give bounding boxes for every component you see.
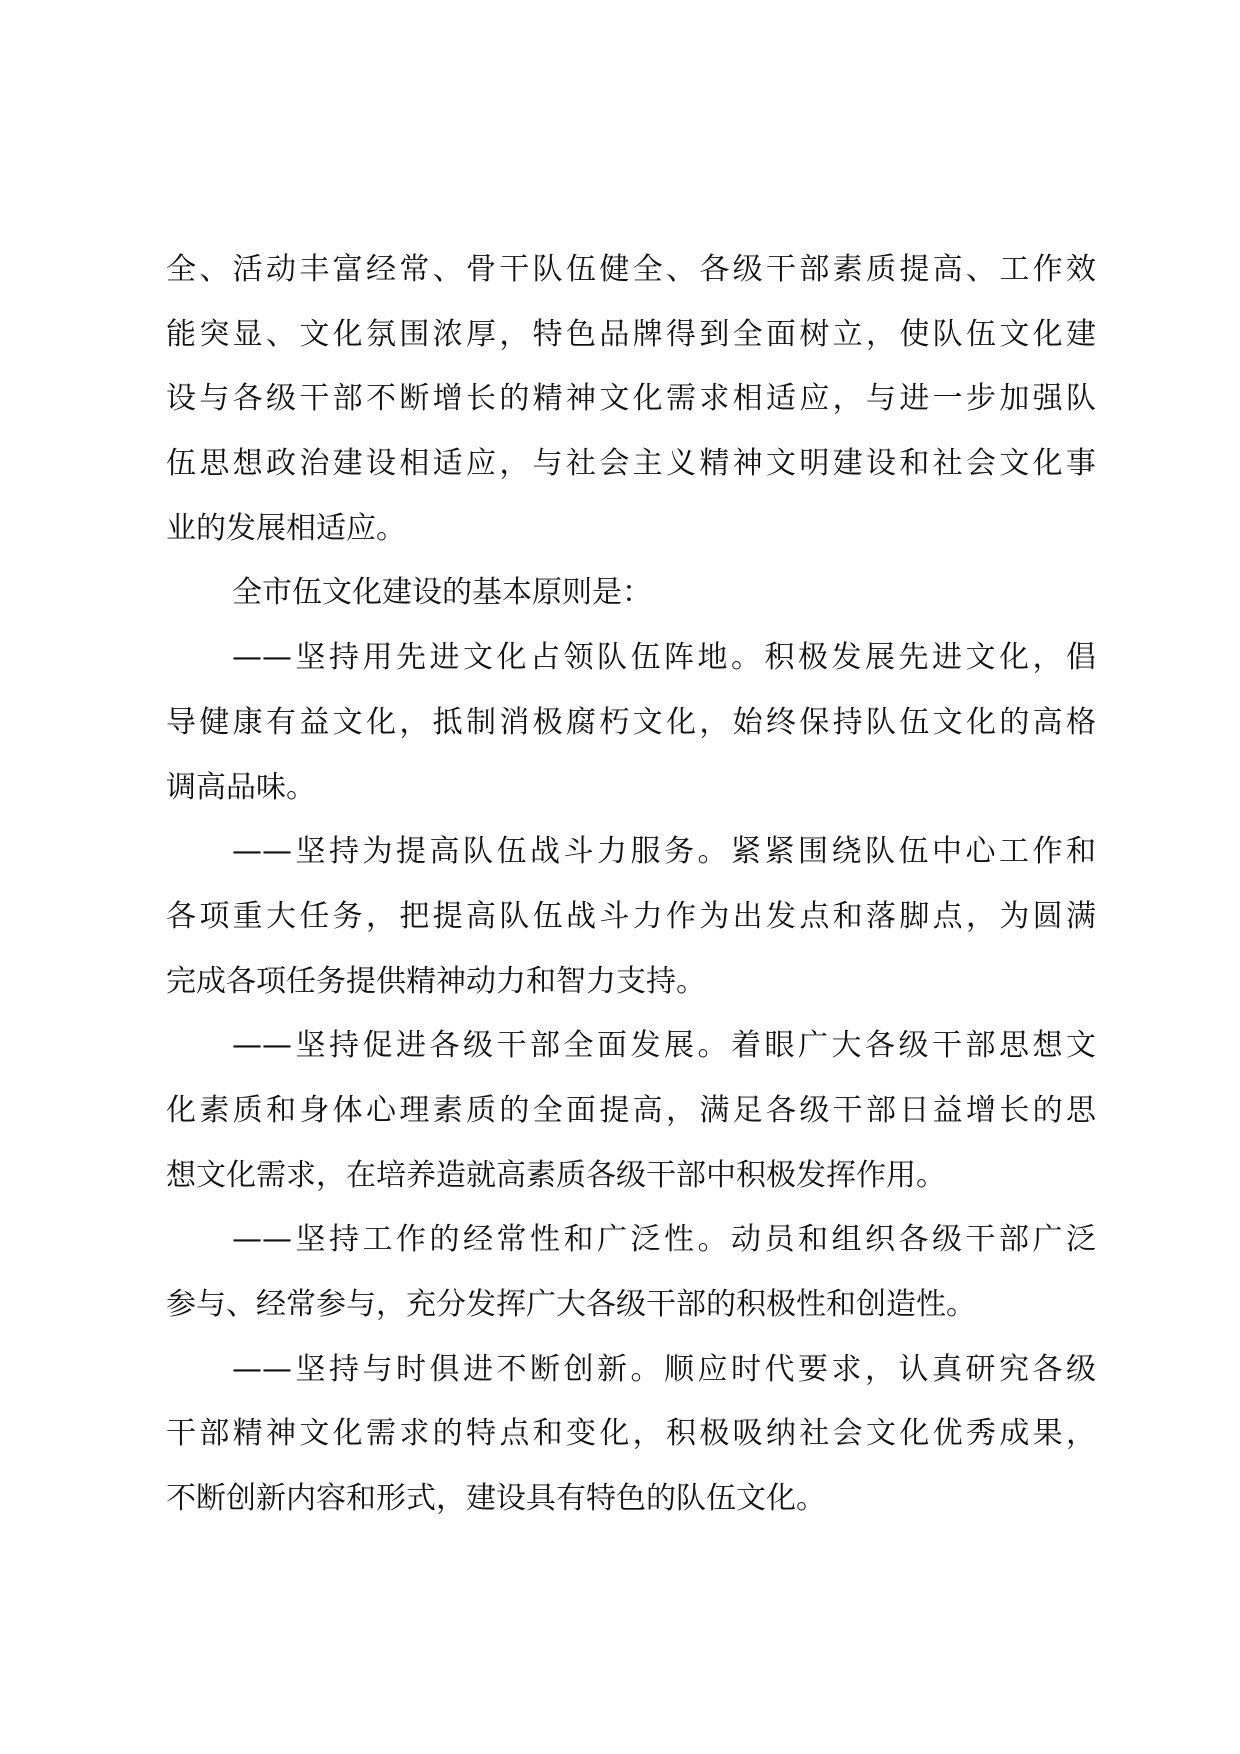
text-line: 业的发展相适应。 [166, 510, 406, 546]
text-line: 化素质和身体心理素质的全面提高，满足各级干部日益增长的思 [166, 1092, 1096, 1128]
text-line: 不断创新内容和形式，建设具有特色的队伍文化。 [166, 1481, 826, 1517]
text-line: 调高品味。 [166, 769, 316, 805]
text-line: 各项重大任务，把提高队伍战斗力作为出发点和落脚点，为圆满 [166, 898, 1096, 934]
text-line: ——坚持促进各级干部全面发展。着眼广大各级干部思想文 [232, 1028, 1096, 1064]
text-line: ——坚持用先进文化占领队伍阵地。积极发展先进文化，倡 [232, 640, 1096, 676]
text-line: 干部精神文化需求的特点和变化，积极吸纳社会文化优秀成果， [166, 1416, 1096, 1452]
text-line: ——坚持工作的经常性和广泛性。动员和组织各级干部广泛 [232, 1222, 1096, 1258]
text-line: 导健康有益文化，抵制消极腐朽文化，始终保持队伍文化的高格 [166, 704, 1096, 740]
text-line: ——坚持为提高队伍战斗力服务。紧紧围绕队伍中心工作和 [232, 834, 1096, 870]
text-line: 全、活动丰富经常、骨干队伍健全、各级干部素质提高、工作效 [166, 252, 1096, 287]
text-line: 伍思想政治建设相适应，与社会主义精神文明建设和社会文化事 [166, 446, 1096, 482]
text-line: ——坚持与时俱进不断创新。顺应时代要求，认真研究各级 [232, 1351, 1096, 1387]
text-line: 设与各级干部不断增长的精神文化需求相适应，与进一步加强队 [166, 381, 1096, 417]
text-line: 能突显、文化氛围浓厚，特色品牌得到全面树立，使队伍文化建 [166, 316, 1096, 352]
text-line: 完成各项任务提供精神动力和智力支持。 [166, 963, 706, 999]
text-line: 全市伍文化建设的基本原则是： [232, 575, 652, 611]
text-line: 想文化需求，在培养造就高素质各级干部中积极发挥作用。 [166, 1157, 946, 1193]
document-body [166, 238, 1096, 1532]
text-line: 参与、经常参与，充分发挥广大各级干部的积极性和创造性。 [166, 1287, 976, 1322]
